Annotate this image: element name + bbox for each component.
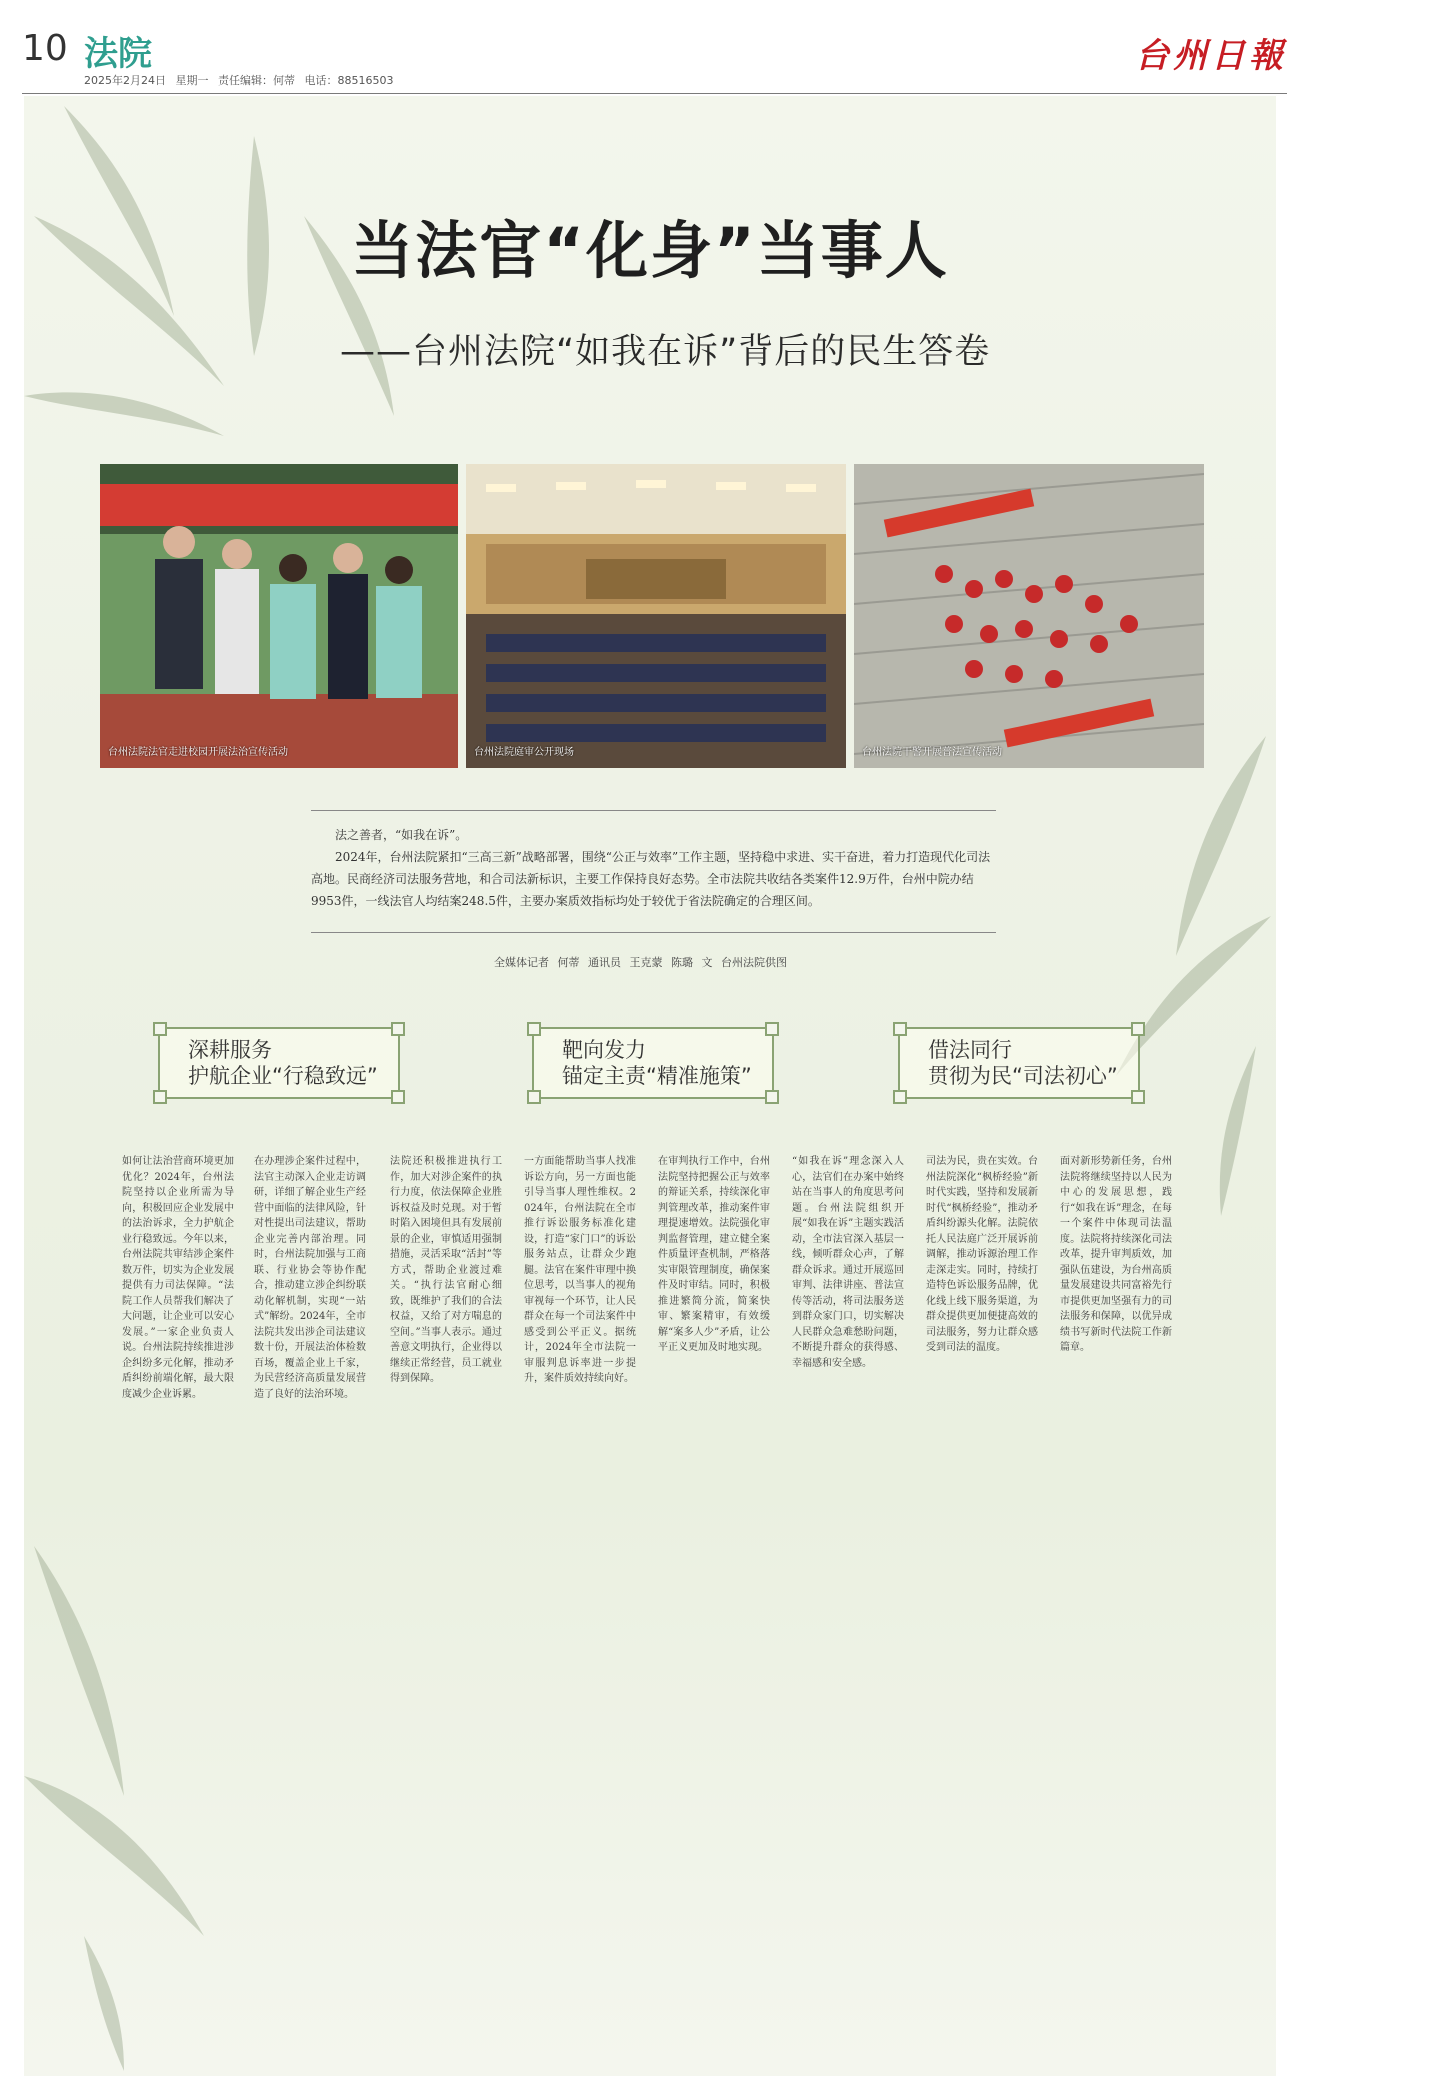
photo-school-visit — [100, 464, 458, 768]
article-panel — [24, 96, 1276, 2076]
masthead-logo: 台州日報 — [1135, 36, 1287, 76]
section-title: 法院 — [84, 34, 152, 74]
issue-weekday: 星期一 — [175, 74, 209, 87]
header-rule — [22, 93, 1287, 94]
header-meta — [84, 72, 394, 88]
lead-paragraph — [311, 824, 996, 912]
photo-caption: 台州法院干警开展普法宣传活动 — [862, 747, 1002, 758]
byline: 全媒体记者 何蒂 通讯员 王克蒙 陈璐 文 台州法院供图 — [494, 956, 787, 969]
article-subtitle: ——台州法院“如我在诉”背后的民生答卷 — [340, 332, 991, 372]
photo-caption: 台州法院法官走进校园开展法治宣传活动 — [108, 747, 288, 758]
lead-line: 2024年，台州法院紧扣“三高三新”战略部署，围绕“公正与效率”工作主题，坚持稳中求进、实干奋进，着力打造现代化司法高地。民商经济司法服务营地，和合司法新标识，主要工作保持良好态势。全市法院共收结各类案件12.9万件，台州中院办结9953件，一线法官人均结案248.5件，主要办案质效指标均处于较优于省法院确定的合理区间。 — [311, 850, 991, 908]
body-column-8: 面对新形势新任务，台州法院将继续坚持以人民为中心的发展思想，践行“如我在诉”理念，在每一个案件中体现司法温度。法院将持续深化司法改革，提升审判质效，加强队伍建设，为台州高质量发展建设共同富裕先行市提供更加坚强有力的司法服务和保障，以优异成绩书写新时代法院工作新篇章。 — [1060, 1156, 1172, 1353]
photo-outreach — [854, 464, 1204, 768]
photo-outreach-image — [854, 464, 1204, 768]
body-column-4: 一方面能帮助当事人找准诉讼方向，另一方面也能引导当事人理性维权。2024年，台州法院在全市推行诉讼服务标准化建设，打造“家门口”的诉讼服务站点，让群众少跑腿。法官在案件审理中换位思考，以当事人的视角审视每一个环节，让人民群众在每一个司法案件中感受到公平正义。据统计，2024年全市法院一审服判息诉率进一步提升，案件质效持续向好。 — [524, 1156, 636, 1384]
section-tag-label: 借法同行 贯彻为民“司法初心” — [928, 1038, 1118, 1088]
body-column-5: 在审判执行工作中，台州法院坚持把握公正与效率的辩证关系，持续深化审判管理改革，推动案件审理提速增效。法院强化审判监督管理，建立健全案件质量评查机制，严格落实审限管理制度，确保案件及时审结。同时，积极推进繁简分流，简案快审、繁案精审，有效缓解“案多人少”矛盾，让公平正义更加及时地实现。 — [658, 1156, 770, 1353]
section-tag-label: 靶向发力 锚定主责“精准施策” — [562, 1038, 752, 1088]
editor-info: 责任编辑：何蒂 — [218, 74, 295, 87]
section-tag-2 — [532, 1027, 774, 1099]
page-number: 10 — [22, 28, 68, 69]
body-column-2: 在办理涉企案件过程中，法官主动深入企业走访调研，详细了解企业生产经营中面临的法律风险，针对性提出司法建议，帮助企业完善内部治理。同时，台州法院加强与工商联、行业协会等协作配合，推动建立涉企纠纷联动化解机制，实现“一站式”解纷。2024年，全市法院共发出涉企司法建议数十份，开展法治体检数百场，覆盖企业上千家，为民营经济高质量发展营造了良好的法治环境。 — [254, 1156, 366, 1400]
photo-caption: 台州法院庭审公开现场 — [474, 747, 574, 758]
section-tag-label: 深耕服务 护航企业“行稳致远” — [188, 1038, 378, 1088]
lead-top-rule — [311, 810, 996, 811]
photo-school-visit-image — [100, 464, 458, 768]
body-column-3: 法院还积极推进执行工作，加大对涉企案件的执行力度，依法保障企业胜诉权益及时兑现。对于暂时陷入困境但具有发展前景的企业，审慎适用强制措施，灵活采取“活封”等方式，帮助企业渡过难关。“执行法官耐心细致，既维护了我们的合法权益，又给了对方喘息的空间。”当事人表示。通过善意文明执行，企业得以继续正常经营，员工就业得到保障。 — [390, 1156, 502, 1384]
issue-date: 2025年2月24日 — [84, 74, 166, 87]
lead-bottom-rule — [311, 932, 996, 933]
body-column-1: 如何让法治营商环境更加优化？2024年，台州法院坚持以企业所需为导向，积极回应企业发展中的法治诉求，全力护航企业行稳致远。今年以来，台州法院共审结涉企案件数万件，切实为企业发展提供有力司法保障。“法院工作人员帮我们解决了大问题，让企业可以安心发展。”一家企业负责人说。台州法院持续推进涉企纠纷多元化解，推动矛盾纠纷前端化解，最大限度减少企业诉累。 — [122, 1156, 234, 1400]
lead-line: 法之善者，“如我在诉”。 — [335, 828, 468, 842]
phone-info: 电话：88516503 — [304, 74, 394, 87]
photo-courtroom-image — [466, 464, 846, 768]
section-tag-3 — [898, 1027, 1140, 1099]
body-column-6: “如我在诉”理念深入人心，法官们在办案中始终站在当事人的角度思考问题。台州法院组织开展“如我在诉”主题实践活动，全市法官深入基层一线，倾听群众心声，了解群众诉求。通过开展巡回审判、法律讲座、普法宣传等活动，将司法服务送到群众家门口，切实解决人民群众急难愁盼问题，不断提升群众的获得感、幸福感和安全感。 — [792, 1156, 904, 1369]
photo-courtroom — [466, 464, 846, 768]
page-header — [22, 22, 1287, 90]
body-column-7: 司法为民，贵在实效。台州法院深化“枫桥经验”新时代实践，坚持和发展新时代“枫桥经验”，推动矛盾纠纷源头化解。法院依托人民法庭广泛开展诉前调解，推动诉源治理工作走深走实。同时，持续打造特色诉讼服务品牌，优化线上线下服务渠道，为群众提供更加便捷高效的司法服务，努力让群众感受到司法的温度。 — [926, 1156, 1038, 1353]
section-tag-1 — [158, 1027, 400, 1099]
article-title: 当法官“化身”当事人 — [351, 214, 949, 287]
